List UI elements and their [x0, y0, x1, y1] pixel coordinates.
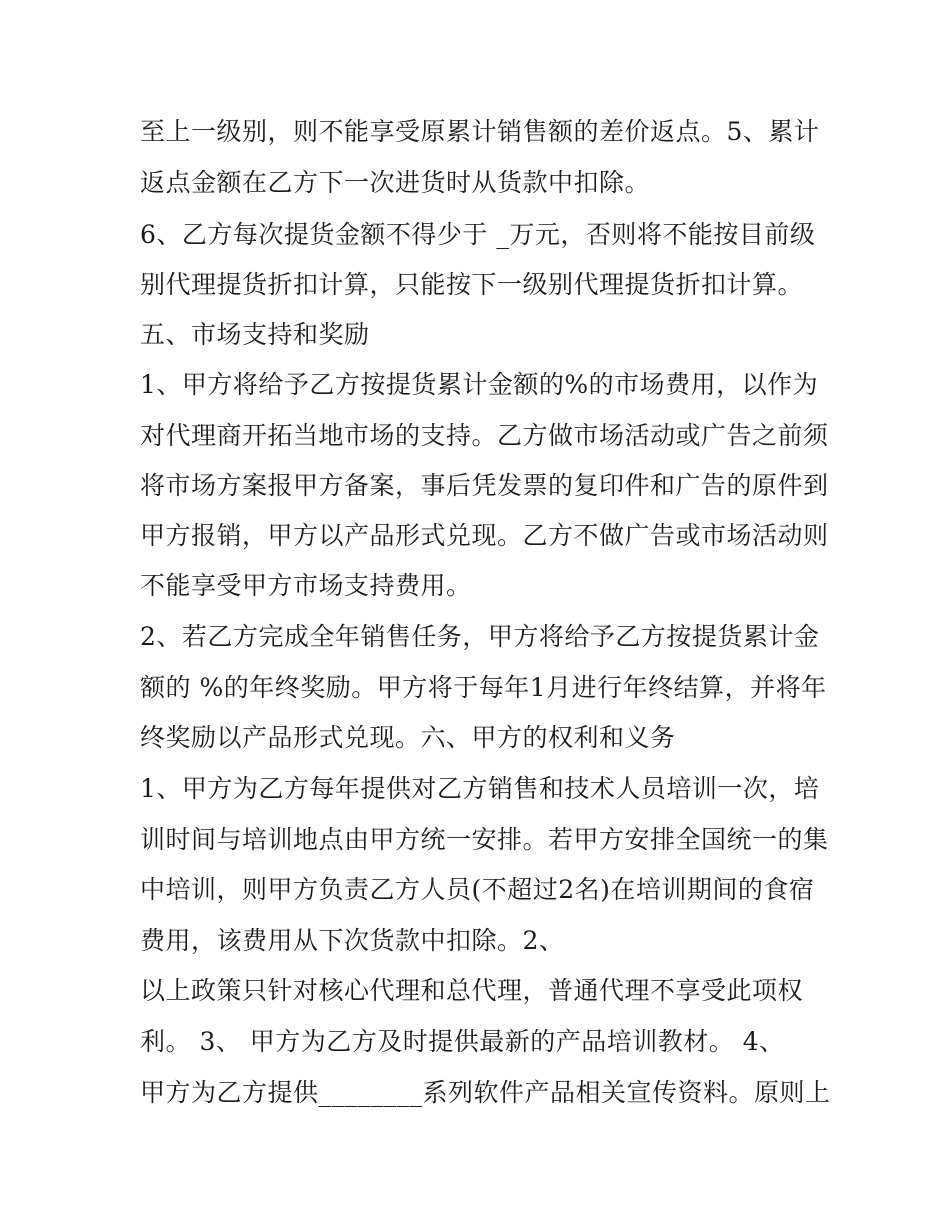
text-line: 1、甲方为乙方每年提供对乙方销售和技术人员培训一次，培 — [140, 774, 820, 803]
text-line: 别代理提货折扣计算，只能按下一级别代理提货折扣计算。 — [140, 270, 804, 299]
text-line: 利。 3、 甲方为乙方及时提供最新的产品培训教材。 4、 — [140, 1027, 785, 1056]
text-line: 对代理商开拓当地市场的支持。乙方做市场活动或广告之前须 — [140, 421, 829, 450]
text-line: 返点金额在乙方下一次进货时从货款中扣除。 — [140, 168, 651, 197]
text-line: 不能享受甲方市场支持费用。 — [140, 571, 472, 600]
text-line: 1、甲方将给予乙方按提货累计金额的%的市场费用，以作为 — [140, 370, 819, 399]
text-line: 以上政策只针对核心代理和总代理，普通代理不享受此项权 — [140, 976, 804, 1005]
text-line: 至上一级别，则不能享受原累计销售额的差价返点。5、累计 — [140, 117, 820, 146]
text-line: 终奖励以产品形式兑现。六、甲方的权利和义务 — [140, 723, 676, 752]
text-line: 甲方为乙方提供________系列软件产品相关宣传资料。原则上 — [140, 1078, 831, 1107]
text-line: 训时间与培训地点由甲方统一安排。若甲方安排全国统一的集 — [140, 825, 829, 854]
text-line: 费用，该费用从下次货款中扣除。2、 — [140, 926, 565, 955]
section-heading: 五、市场支持和奖励 — [140, 320, 370, 349]
text-line: 将市场方案报甲方备案，事后凭发票的复印件和广告的原件到 — [140, 471, 829, 500]
text-line: 甲方报销，甲方以产品形式兑现。乙方不做广告或市场活动则 — [140, 521, 829, 550]
text-line: 中培训，则甲方负责乙方人员(不超过2名)在培训期间的食宿 — [140, 875, 815, 904]
text-line: 2、若乙方完成全年销售任务，甲方将给予乙方按提货累计金 — [140, 622, 820, 651]
text-line: 6、乙方每次提货金额不得少于 _万元，否则将不能按目前级 — [140, 220, 816, 249]
text-line: 额的 %的年终奖励。甲方将于每年1月进行年终结算，并将年 — [140, 673, 827, 702]
